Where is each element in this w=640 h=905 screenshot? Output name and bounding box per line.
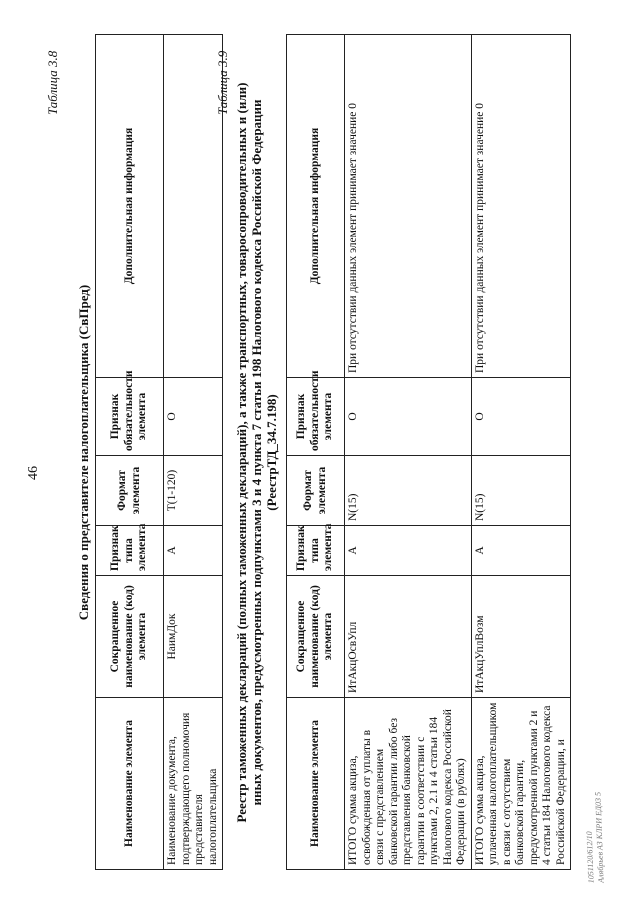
- table-3-9-title-line2: иных документов, предусмотренных подпунктами 3 и 4 пункта 7 статьи 198 Налогового кодекса Российской Федерации: [249, 99, 264, 806]
- header-cell: Сокращенное наименование (код) элемента: [287, 576, 345, 698]
- stamp-line2: Алябрьев АЗ КЛРИ ЕД03 5: [593, 791, 606, 883]
- cell-required: О: [345, 378, 472, 456]
- cell-additional-info: [164, 35, 223, 378]
- page-number: 46: [26, 466, 41, 480]
- cell-format: T(1-120): [164, 456, 223, 526]
- cell-code: НаимДок: [164, 576, 223, 698]
- header-cell: Сокращенное наименование (код) элемента: [96, 576, 164, 698]
- header-cell: Признак типа элемента: [287, 526, 345, 576]
- cell-additional-info: При отсутствии данных элемент принимает значение 0: [471, 35, 571, 378]
- cell-format: N(15): [471, 456, 571, 526]
- table-3-9-title-line1: Реестр таможенных деклараций (полных таможенных деклараций), а также транспортных, товаросопроводительных и (или): [234, 82, 249, 823]
- cell-type: А: [471, 526, 571, 576]
- cell-element-name: Наименование документа, подтверждающего полномочия представителя налогоплательщика: [164, 698, 223, 870]
- header-cell: Дополнительная информация: [96, 35, 164, 378]
- table-3-9-header-row: [287, 35, 345, 870]
- header-cell: Дополнительная информация: [287, 35, 345, 378]
- table-3-9-label: Таблица 3.9: [215, 50, 230, 115]
- table-3-8: [95, 34, 223, 870]
- table-3-8-label: Таблица 3.8: [45, 50, 60, 115]
- header-cell: Признак обязательности элемента: [96, 378, 164, 456]
- cell-code: ИтАкцОсвУпл: [345, 576, 472, 698]
- cell-format: N(15): [345, 456, 472, 526]
- header-cell: Признак обязательности элемента: [287, 378, 345, 456]
- header-cell: Наименование элемента: [96, 698, 164, 870]
- stamp-line1: 1051120/612/10: [584, 831, 596, 884]
- cell-type: А: [345, 526, 472, 576]
- header-cell: Формат элемента: [96, 456, 164, 526]
- table-row: [471, 35, 571, 870]
- header-cell: Наименование элемента: [287, 698, 345, 870]
- cell-code: ИтАкцУплВозм: [471, 576, 571, 698]
- registration-stamp: [583, 792, 606, 884]
- table-3-8-title: Сведения о представителе налогоплательщика (СвПред): [76, 284, 91, 621]
- header-cell: Формат элемента: [287, 456, 345, 526]
- cell-required: О: [164, 378, 223, 456]
- cell-additional-info: При отсутствии данных элемент принимает значение 0: [345, 35, 472, 378]
- table-3-9-title: [234, 0, 279, 905]
- table-3-9: [286, 34, 571, 870]
- cell-element-name: ИТОГО сумма акциза, освобожденная от уплаты в связи с представлением банковской гарантии либо без представления банковской гарантии в соответствии с пунктами 2, 2.1 и 4 статьи 184 Налогового кодекса Российской Федерации (в рублях): [345, 698, 472, 870]
- table-3-8-header-row: [96, 35, 164, 870]
- table-3-9-title-line3: (РеестрТД_34.7.198): [264, 394, 279, 511]
- cell-required: О: [471, 378, 571, 456]
- header-cell: Признак типа элемента: [96, 526, 164, 576]
- cell-element-name: ИТОГО сумма акциза, уплаченная налогоплательщиком в связи с отсутствием банковской гарантии, предусмотренной пунктами 2 и 4 статьи 184 Налогового кодекса Российской Федерации, и: [471, 698, 571, 870]
- table-row: [345, 35, 472, 870]
- cell-type: А: [164, 526, 223, 576]
- table-row: [164, 35, 223, 870]
